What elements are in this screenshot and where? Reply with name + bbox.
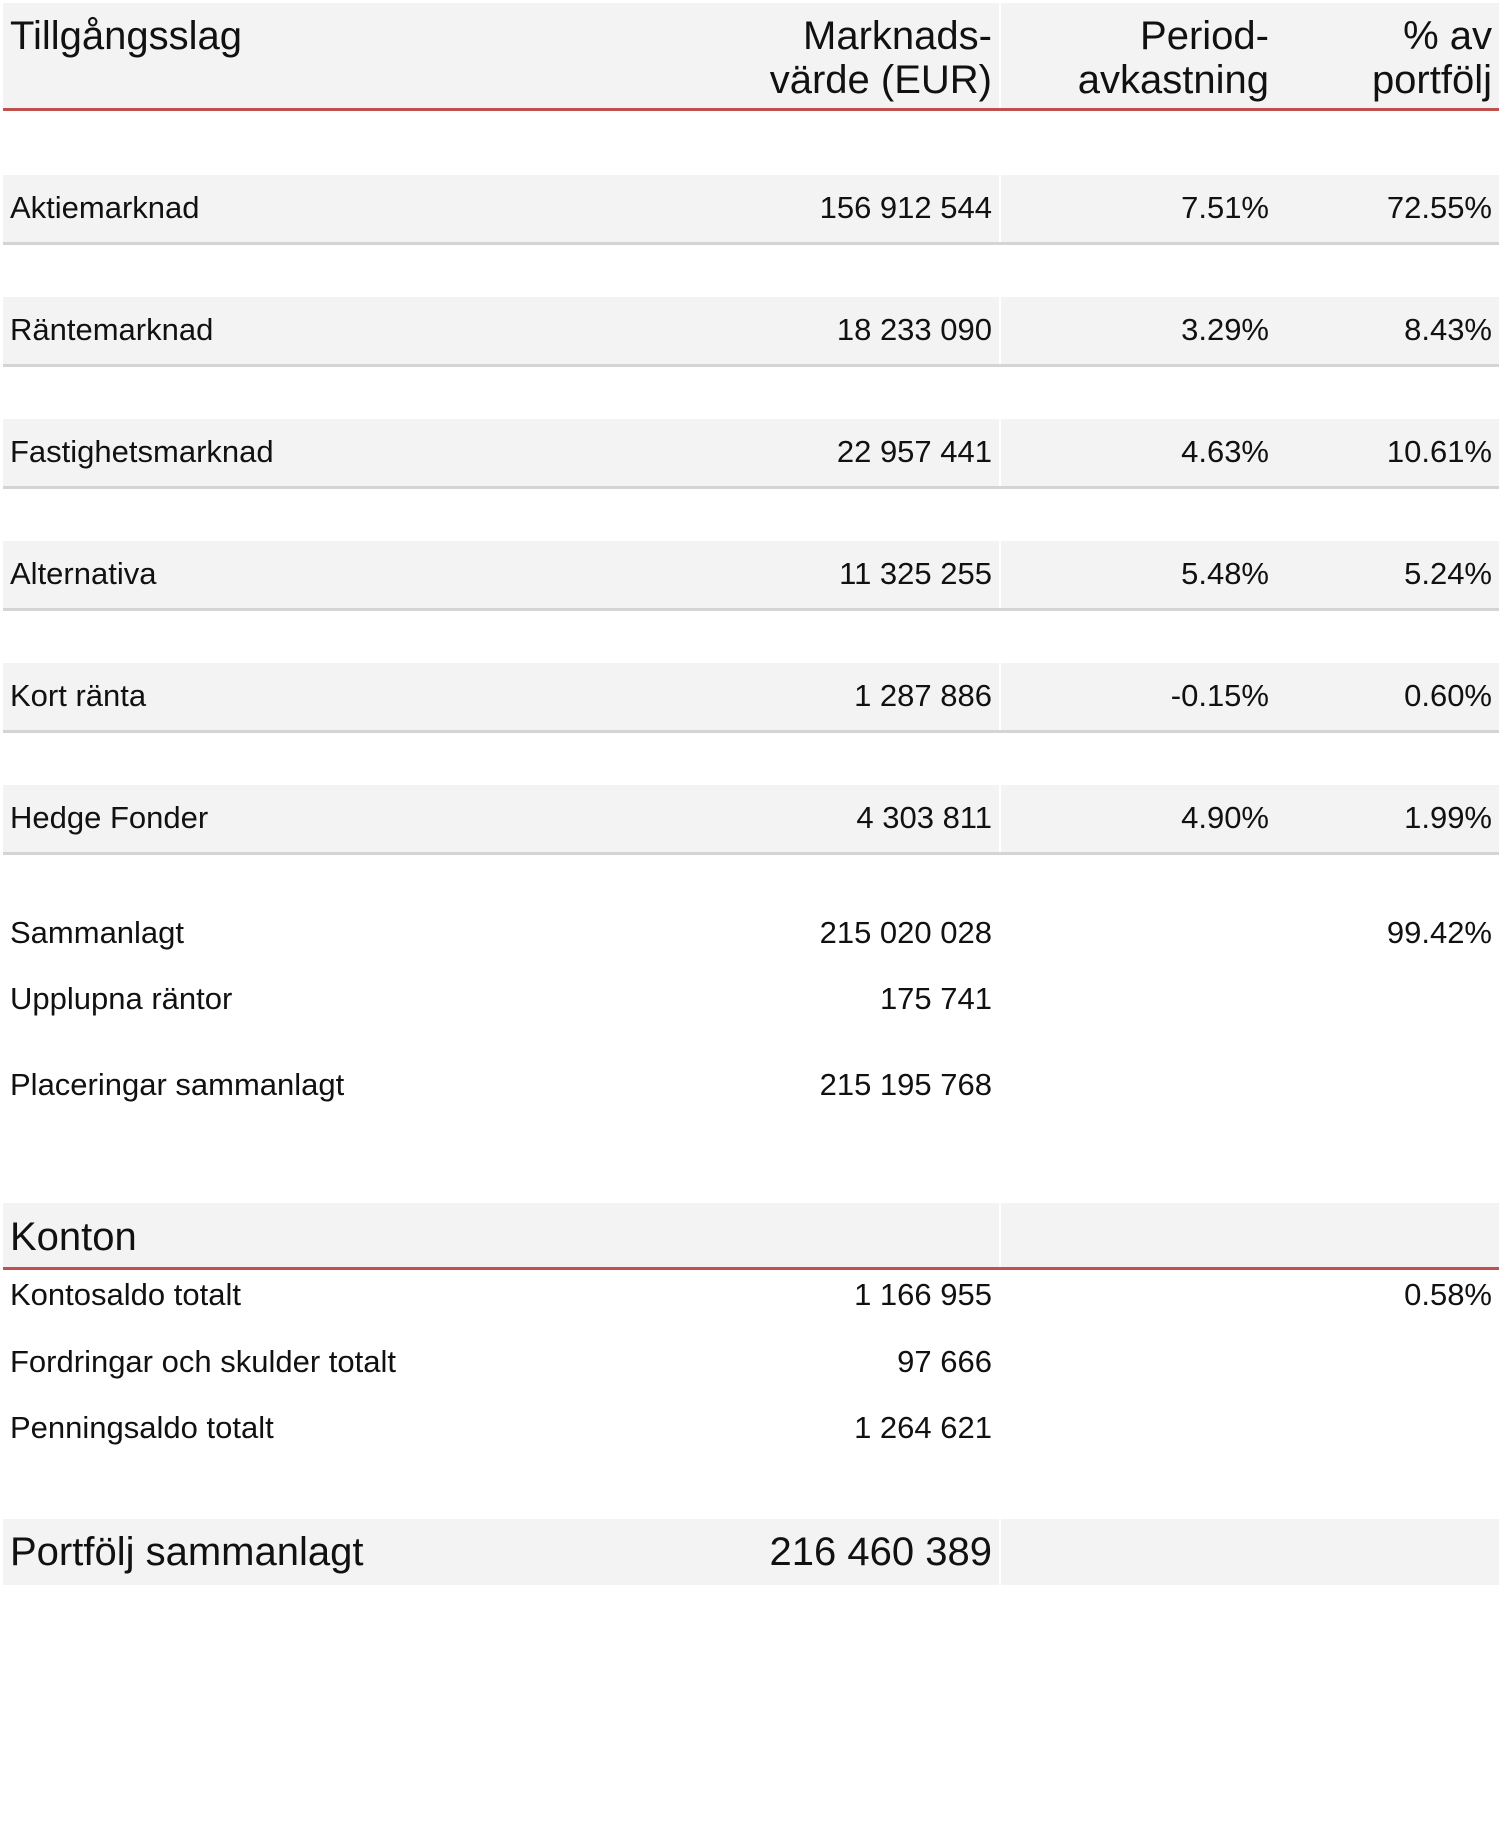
- asset-share: 1.99%: [1404, 800, 1492, 835]
- table-row: [3, 419, 1499, 489]
- header-period-return: Period- avkastning: [1077, 14, 1269, 102]
- table-header: [3, 3, 1499, 111]
- summary-accrued-value: 175 741: [879, 981, 992, 1016]
- accounts-cash-value: 1 264 621: [854, 1410, 992, 1445]
- portfolio-total-row: [3, 1519, 1499, 1585]
- accounts-balance-row: [3, 1277, 1499, 1317]
- table-row: [3, 297, 1499, 367]
- summary-total-share: 99.42%: [1386, 915, 1492, 950]
- accounts-cash-label: Penningsaldo totalt: [10, 1410, 274, 1445]
- header-market-value: Marknads- värde (EUR): [769, 14, 992, 102]
- header-pct-portfolio: % av portfölj: [1371, 14, 1492, 102]
- asset-value: 1 287 886: [854, 678, 992, 713]
- accounts-balance-share: 0.58%: [1404, 1277, 1492, 1312]
- summary-accrued-row: [3, 981, 1499, 1021]
- table-row: [3, 663, 1499, 733]
- asset-name: Kort ränta: [10, 678, 147, 713]
- asset-share: 10.61%: [1386, 434, 1492, 469]
- asset-value: 156 912 544: [819, 190, 992, 225]
- table-row: [3, 785, 1499, 855]
- asset-value: 4 303 811: [856, 800, 992, 835]
- asset-value: 22 957 441: [836, 434, 992, 469]
- summary-accrued-label: Upplupna räntor: [10, 981, 233, 1016]
- header-asset-class: Tillgångsslag: [10, 14, 242, 58]
- asset-share: 5.24%: [1404, 556, 1492, 591]
- summary-total-row: [3, 915, 1499, 955]
- asset-share: 0.60%: [1404, 678, 1492, 713]
- accounts-receivables-value: 97 666: [897, 1344, 992, 1379]
- asset-name: Hedge Fonder: [10, 800, 209, 835]
- portfolio-total-label: Portfölj sammanlagt: [10, 1530, 364, 1574]
- table-row: [3, 541, 1499, 611]
- accounts-receivables-row: [3, 1344, 1499, 1384]
- summary-total-label: Sammanlagt: [10, 915, 185, 950]
- asset-share: 8.43%: [1404, 312, 1492, 347]
- accounts-balance-value: 1 166 955: [854, 1277, 992, 1312]
- asset-share: 72.55%: [1386, 190, 1492, 225]
- portfolio-total-value: 216 460 389: [769, 1530, 992, 1574]
- asset-return: 3.29%: [1181, 312, 1269, 347]
- asset-name: Fastighetsmarknad: [10, 434, 274, 469]
- accounts-cash-row: [3, 1410, 1499, 1450]
- summary-investments-value: 215 195 768: [819, 1067, 992, 1102]
- asset-return: 7.51%: [1181, 190, 1269, 225]
- asset-return: 5.48%: [1181, 556, 1269, 591]
- summary-investments-row: [3, 1067, 1499, 1107]
- asset-return: 4.63%: [1181, 434, 1269, 469]
- asset-return: -0.15%: [1170, 678, 1269, 713]
- asset-value: 18 233 090: [836, 312, 992, 347]
- asset-name: Räntemarknad: [10, 312, 214, 347]
- accounts-title: Konton: [10, 1215, 137, 1259]
- asset-name: Aktiemarknad: [10, 190, 200, 225]
- summary-investments-label: Placeringar sammanlagt: [10, 1067, 345, 1102]
- table-row: [3, 175, 1499, 245]
- summary-total-value: 215 020 028: [819, 915, 992, 950]
- asset-name: Alternativa: [10, 556, 157, 591]
- accounts-balance-label: Kontosaldo totalt: [10, 1277, 241, 1312]
- asset-return: 4.90%: [1181, 800, 1269, 835]
- asset-value: 11 325 255: [839, 556, 992, 591]
- accounts-header: [3, 1203, 1499, 1270]
- accounts-receivables-label: Fordringar och skulder totalt: [10, 1344, 396, 1379]
